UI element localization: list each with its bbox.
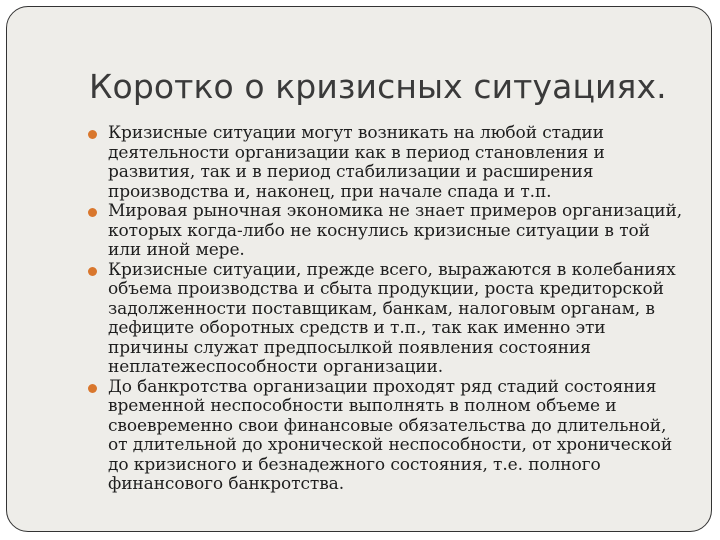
bullet-text: До банкротства организации проходят ряд стадий состояния временной неспособности выполнять в полном объеме и своевременно свои финансовые обязательства до длительной, от длительной до хронической неспособности, от хронической до кризисного и безнадежного состояния, т.е. полного финансового банкротства. <box>108 376 673 494</box>
bullet-dot-icon <box>88 267 97 276</box>
bullet-dot-icon <box>88 384 97 393</box>
bullet-item <box>87 261 687 378</box>
bullet-list <box>87 124 687 495</box>
bullet-text: Кризисные ситуации, прежде всего, выражаются в колебаниях объема производства и сбыта продукции, роста кредиторской задолженности поставщикам, банкам, налоговым органам, в дефиците оборотных средств и т.п., так как именно эти причины служат предпосылкой появления состояния неплатежеспособности организации. <box>108 259 676 377</box>
bullet-text: Кризисные ситуации могут возникать на любой стадии деятельности организации как в период становления и развития, так и в период стабилизации и расширения производства и, наконец, при начале спада и т.п. <box>108 123 605 202</box>
slide-title: Коротко о кризисных ситуациях. <box>89 67 667 106</box>
bullet-dot-icon <box>88 208 97 217</box>
bullet-text: Мировая рыночная экономика не знает примеров организаций, которых когда-либо не коснулись кризисные ситуации в той или иной мере. <box>108 201 683 260</box>
bullet-item <box>87 202 687 261</box>
bullet-dot-icon <box>88 130 97 139</box>
bullet-item <box>87 124 687 202</box>
slide-frame <box>6 6 712 532</box>
bullet-item <box>87 378 687 495</box>
